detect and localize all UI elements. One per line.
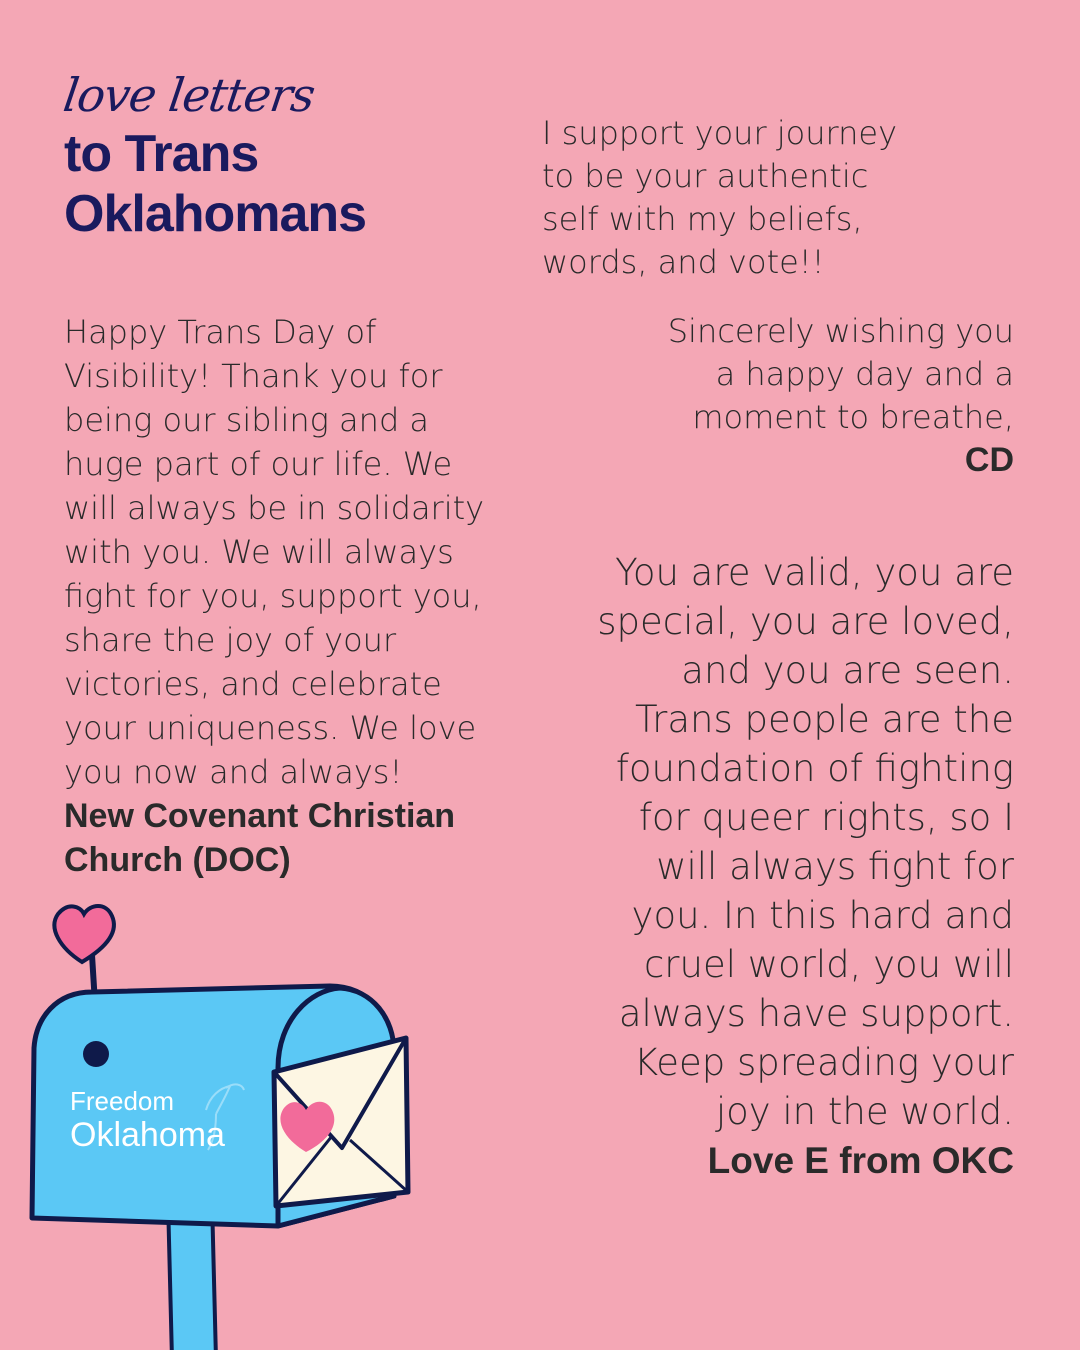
letter-body: You are valid, you are special, you are loved, and you are seen. Trans people are the foundation of fighting for queer rights, so I will always fight for you. In this hard and cruel world, you will always have support. Keep spreading your joy in the world. bbox=[597, 551, 1014, 1133]
mailbox-illustration bbox=[20, 900, 420, 1350]
main-title bbox=[64, 124, 366, 244]
letter-body: I support your journey to be your authentic self with my beliefs, words, and vote!! bbox=[542, 114, 898, 281]
letter-signature: CD bbox=[964, 441, 1014, 479]
letter-church bbox=[64, 310, 534, 882]
letter-body: Happy Trans Day of Visibility! Thank you for being our sibling and a huge part of our life. We will always be in solidarity with you. We will always fight for you, support you, share the joy of your victories, and celebrate your uniqueness. We love you now and always! bbox=[64, 313, 485, 791]
letter-journey bbox=[542, 112, 982, 284]
main-title-line2: Oklahomans bbox=[64, 185, 367, 243]
letter-cd bbox=[574, 310, 1014, 482]
script-title: love letters bbox=[60, 68, 318, 122]
letter-okc bbox=[544, 548, 1014, 1185]
flag-knob-icon bbox=[83, 1041, 109, 1067]
logo-oklahoma: Oklahoma bbox=[70, 1116, 225, 1154]
logo-freedom: Freedom bbox=[70, 1086, 175, 1116]
letter-signature: New Covenant Christian Church (DOC) bbox=[64, 797, 456, 879]
header bbox=[60, 68, 367, 244]
letter-body: Sincerely wishing you a happy day and a moment to breathe, bbox=[667, 312, 1014, 436]
heart-flag-icon bbox=[54, 906, 114, 962]
main-title-line1: to Trans bbox=[64, 125, 259, 183]
letter-signature: Love E from OKC bbox=[707, 1140, 1014, 1181]
